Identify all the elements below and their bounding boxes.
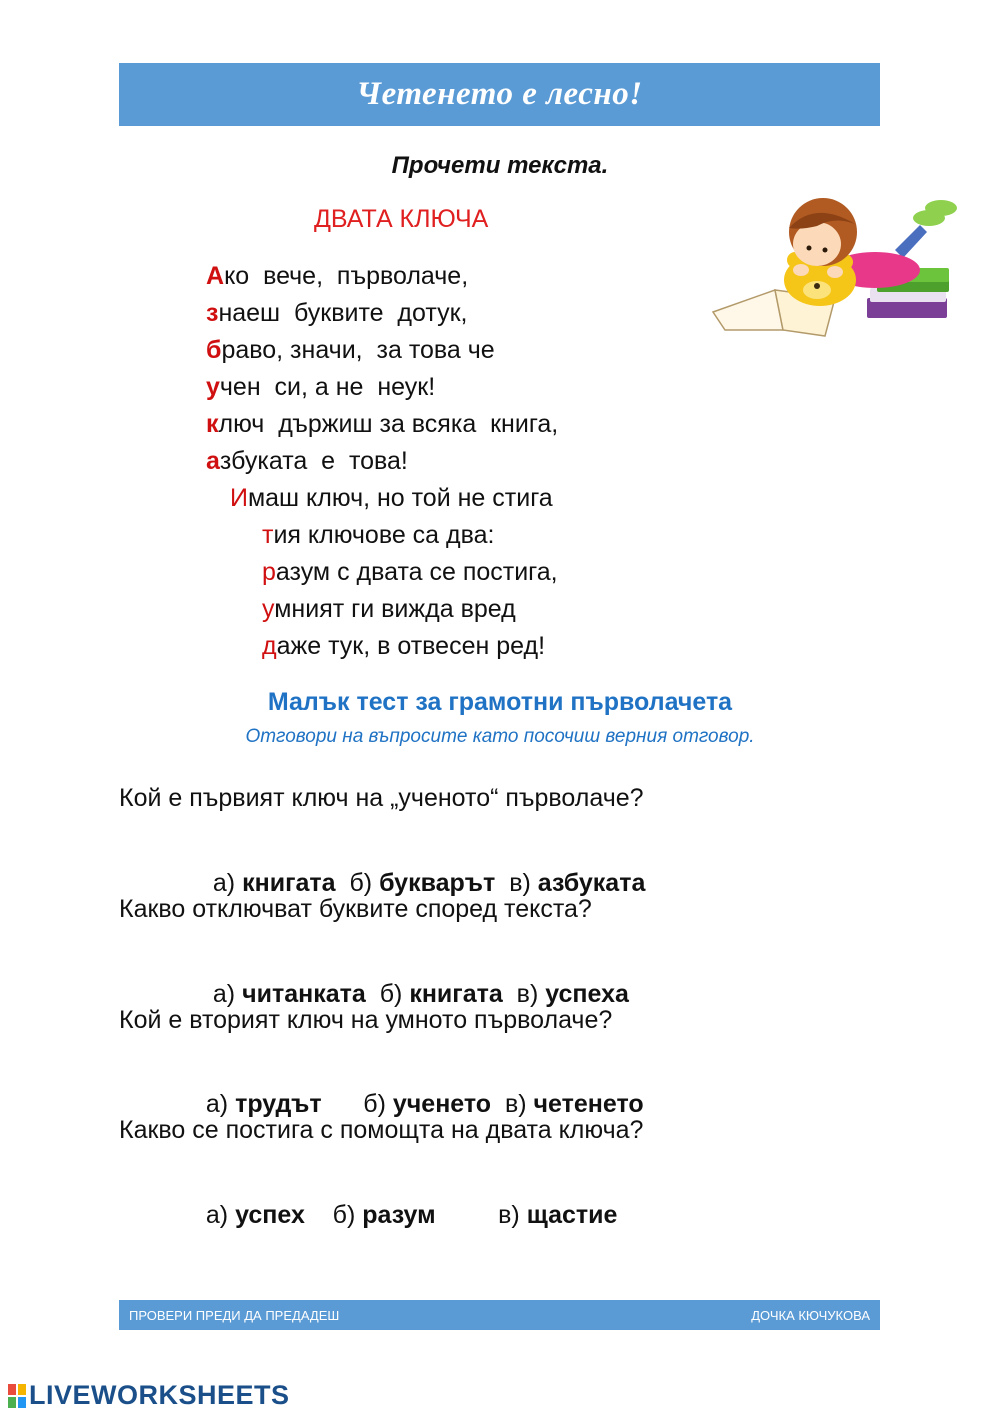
logo-text: LIVEWORKSHEETS [29, 1380, 290, 1410]
poem-initial-letter: д [262, 632, 277, 660]
question-4: Какво се постига с помощта на двата ключа? [119, 1116, 644, 1144]
poem-line [206, 517, 558, 554]
answer-option[interactable]: букварът [379, 869, 496, 897]
answer-options-4 [192, 1172, 617, 1230]
answer-option[interactable]: трудът [235, 1090, 322, 1118]
poem-line-text: ия ключове са два: [273, 521, 495, 549]
poem-initial-letter: б [206, 336, 222, 364]
poem-line-text: раво, значи, за това че [221, 336, 495, 364]
poem-line-text: мният ги вижда вред [274, 595, 516, 623]
poem-line [206, 480, 558, 517]
answer-options-1 [199, 840, 645, 898]
poem-initial-letter: А [206, 262, 225, 290]
option-letter: а) [212, 869, 236, 897]
option-letter: б) [363, 1090, 386, 1118]
answer-option[interactable]: читанката [242, 980, 366, 1008]
poem-line-text: ко вече, първолаче, [224, 262, 469, 290]
option-letter: а) [205, 1201, 229, 1229]
option-letter: в) [509, 869, 531, 897]
poem-initial-letter: т [262, 521, 274, 549]
poem-line [206, 406, 558, 443]
answer-option[interactable]: азбуката [537, 869, 646, 897]
liveworksheets-logo [8, 1380, 290, 1411]
answer-options-3 [192, 1061, 644, 1119]
footer-author: ДОЧКА КЮЧУКОВА [751, 1307, 870, 1323]
option-letter: в) [504, 1090, 527, 1118]
poem-line [206, 369, 558, 406]
answer-option[interactable]: успеха [545, 980, 629, 1008]
option-letter: в) [498, 1201, 520, 1229]
poem-line-text: чен си, а не неук! [219, 373, 436, 401]
instruction-text: Прочети текста. [391, 152, 609, 179]
option-letter: б) [379, 980, 403, 1008]
answer-option[interactable]: четенето [533, 1090, 644, 1118]
question-1: Кой е първият ключ на „ученото“ първолаче? [119, 784, 644, 812]
question-2: Какво отключват буквите според текста? [119, 895, 592, 923]
poem-initial-letter: И [230, 484, 248, 512]
poem-line-text: аже тук, в отвесен ред! [276, 632, 546, 660]
poem-line [206, 443, 558, 480]
reading-child-illustration [705, 180, 960, 340]
answer-options-2 [199, 951, 629, 1009]
answer-option[interactable]: книгата [409, 980, 503, 1008]
poem-initial-letter: у [262, 595, 275, 623]
answer-option[interactable]: ученето [392, 1090, 492, 1118]
option-letter: б) [349, 869, 373, 897]
poem-line [206, 295, 558, 332]
answer-option[interactable]: успех [235, 1201, 305, 1229]
poem-line-text: азум с двата се постига, [275, 558, 558, 586]
quiz-subtitle: Отговори на въпросите като посочиш верния отговор. [245, 726, 755, 747]
logo-blocks-icon [8, 1384, 26, 1408]
poem-line [206, 258, 558, 295]
poem-initial-letter: р [262, 558, 276, 586]
poem-initial-letter: з [206, 299, 219, 327]
option-letter: а) [205, 1090, 229, 1118]
answer-option[interactable]: разум [362, 1201, 436, 1229]
option-letter: а) [212, 980, 236, 1008]
poem-line-text: наеш буквите дотук, [218, 299, 468, 327]
poem-line [206, 591, 558, 628]
poem-initial-letter: у [206, 373, 220, 401]
footer-bar [119, 1300, 880, 1330]
answer-option[interactable]: щастие [526, 1201, 618, 1229]
question-3: Кой е вторият ключ на умното първолаче? [119, 1006, 613, 1034]
option-letter: в) [516, 980, 539, 1008]
poem-line-text: маш ключ, но той не стига [247, 484, 553, 512]
answer-option[interactable]: книгата [242, 869, 336, 897]
poem-line [206, 628, 558, 665]
option-letter: б) [332, 1201, 356, 1229]
poem-initial-letter: к [206, 410, 219, 438]
quiz-title: Малък тест за грамотни първолачета [267, 688, 733, 716]
poem-initial-letter: а [206, 447, 220, 475]
poem-line [206, 554, 558, 591]
title-banner [119, 63, 880, 126]
poem-line-text: люч държиш за всяка книга, [218, 410, 559, 438]
poem-title: ДВАТА КЛЮЧА [314, 205, 489, 233]
poem [206, 258, 558, 665]
page-title: Четенето е лесно! [356, 76, 643, 112]
poem-line-text: збуката е това! [219, 447, 408, 475]
footer-left-text: ПРОВЕРИ ПРЕДИ ДА ПРЕДАДЕШ [129, 1307, 340, 1323]
poem-line [206, 332, 558, 369]
